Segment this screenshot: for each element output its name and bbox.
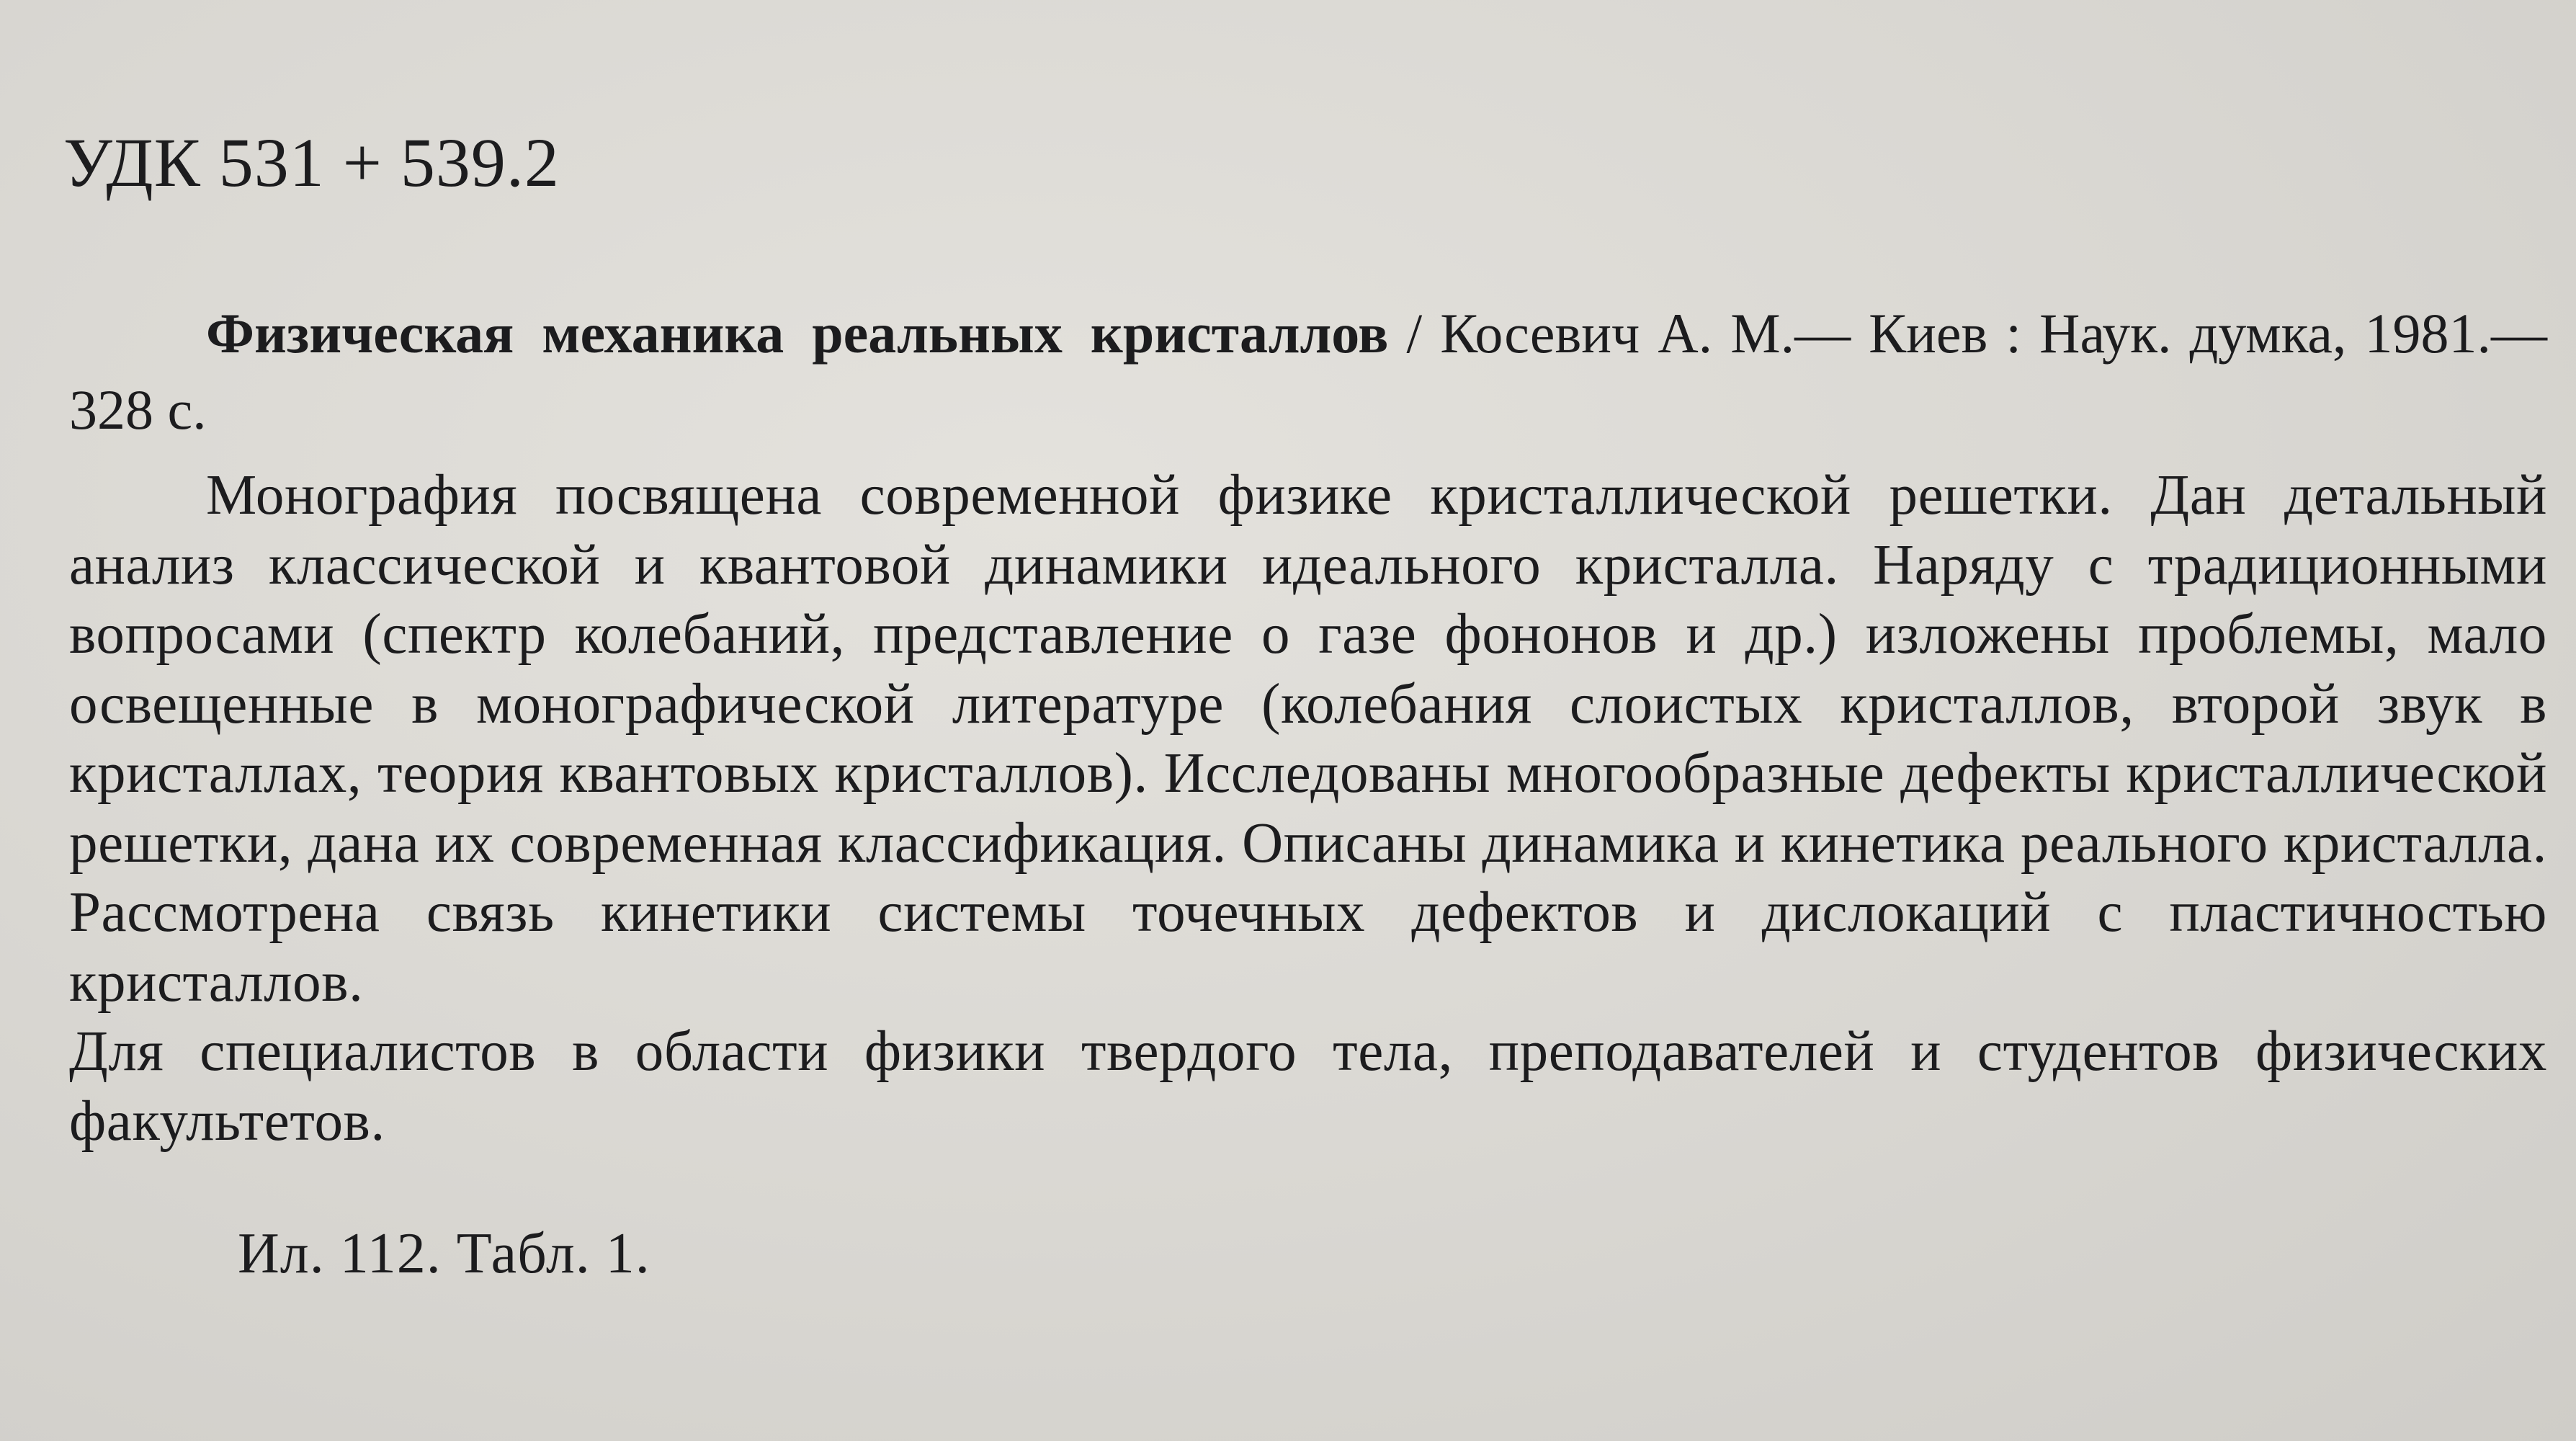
- bibliographic-record: [69, 295, 2547, 448]
- abstract: [69, 461, 2547, 1156]
- book-title: Физическая механика реальных кристаллов: [206, 302, 1389, 365]
- udk-code: УДК 531 + 539.2: [63, 124, 560, 201]
- illustrations-count: Ил. 112. Табл. 1.: [238, 1222, 650, 1285]
- bibliographic-details: / Косевич А. М.— Киев : Наук. думка, 1981.— 328 с.: [69, 302, 2547, 441]
- abstract-paragraph-audience: Для специалистов в области физики твердого тела, преподавателей и студентов физических факультетов.: [69, 1020, 2547, 1153]
- abstract-paragraph-description: Монография посвящена современной физике кристаллической решетки. Дан детальный анализ классической и квантовой динамики идеального кристалла. Наряду с традиционными вопросами (спектр колебаний, представление о газе фононов и др.) изложены проблемы, мало освещенные в монографической литературе (колебания слоистых кристаллов, второй звук в кристаллах, теория квантовых кристаллов). Исследованы многообразные дефекты кристаллической решетки, дана их современная классификация. Описаны динамика и кинетика реального кристалла. Рассмотрена связь кинетики системы точечных дефектов и дислокаций с пластичностью кристаллов.: [69, 464, 2547, 1014]
